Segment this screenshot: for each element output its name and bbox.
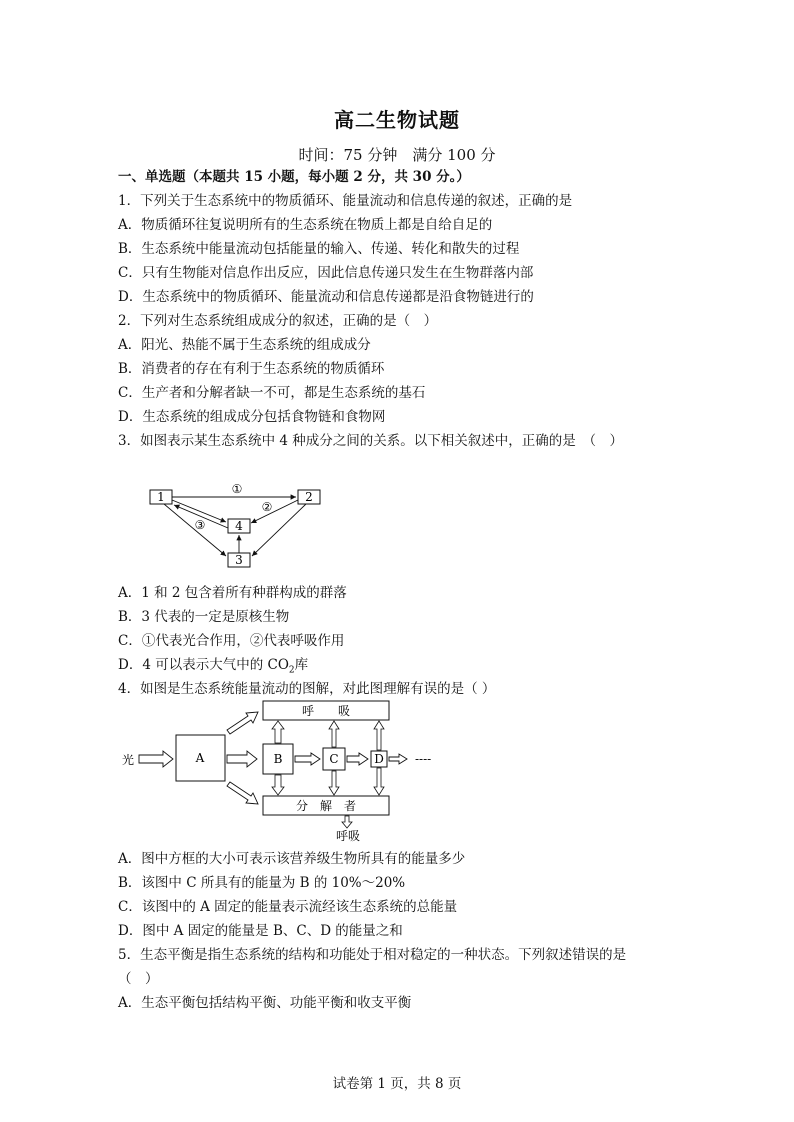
box-c — [323, 748, 345, 770]
light-label: 光 — [122, 753, 135, 767]
svg-text:呼 吸: 呼 吸 — [301, 704, 351, 718]
q1-option-d: D．生态系统中的物质循环、能量流动和信息传递都是沿食物链进行的 — [118, 289, 534, 305]
svg-text:3: 3 — [235, 553, 243, 567]
q1-option-a: A．物质循环往复说明所有的生态系统在物质上都是自给自足的 — [118, 217, 493, 233]
arrow-d-to-next — [389, 754, 407, 764]
box-a — [176, 735, 225, 781]
q2-option-c: C．生产者和分解者缺一不可，都是生态系统的基石 — [118, 385, 426, 401]
arrow-c-to-decomposer — [329, 771, 339, 795]
q4-stem: 4．如图是生态系统能量流动的图解，对此图理解有误的是（ ） — [118, 681, 496, 697]
exam-info: 时间：75 分钟 满分 100 分 — [298, 146, 496, 164]
continuation-dashes: ---- — [415, 752, 432, 766]
box-1 — [150, 490, 172, 504]
q5-option-a: A．生态平衡包括结构平衡、功能平衡和收支平衡 — [118, 995, 412, 1011]
ecosystem-components-diagram — [140, 478, 340, 573]
q4-option-d: D．图中 A 固定的能量是 B、C、D 的能量之和 — [118, 923, 403, 939]
box-2 — [298, 490, 320, 504]
arrow-b-to-c — [295, 753, 320, 765]
q3-option-d — [118, 656, 308, 680]
q3-option-a: A．1 和 2 包含着所有种群构成的群落 — [118, 585, 347, 601]
light-arrow — [139, 751, 173, 767]
q2-option-b: B．消费者的存在有利于生态系统的物质循环 — [118, 361, 385, 377]
page-title: 高二生物试题 — [334, 108, 460, 132]
arrow-c-to-d — [347, 753, 368, 765]
q3-option-c: C．①代表光合作用，②代表呼吸作用 — [118, 633, 345, 649]
svg-text:B: B — [273, 752, 283, 766]
svg-text:A: A — [195, 751, 205, 765]
arrow-b-to-decomposer — [272, 775, 284, 795]
q2-option-d: D．生态系统的组成成分包括食物链和食物网 — [118, 409, 386, 425]
respiration-label: 呼吸 — [335, 829, 361, 843]
svg-text:1: 1 — [157, 490, 165, 504]
q5-answer-paren: （ ） — [118, 971, 159, 987]
q1-stem: 1．下列关于生态系统中的物质循环、能量流动和信息传递的叙述，正确的是 — [118, 193, 573, 209]
box-b — [263, 744, 293, 774]
arrow-decomposer-respiration — [342, 816, 352, 828]
arrow-c-to-respiration — [329, 721, 339, 747]
arrow-2-to-3 — [252, 504, 306, 556]
q4-option-a: A．图中方框的大小可表示该营养级生物所具有的能量多少 — [118, 851, 466, 867]
respiration-box — [263, 701, 389, 720]
box-3 — [228, 553, 250, 567]
q4-option-c: C．该图中的 A 固定的能量表示流经该生态系统的总能量 — [118, 899, 458, 915]
label-circled-2: ② — [261, 500, 273, 514]
section-heading: 一、单选题（本题共 15 小题，每小题 2 分，共 30 分。） — [118, 169, 470, 185]
q3-option-d-suffix: 库 — [294, 657, 309, 673]
arrow-a-to-respiration — [227, 712, 258, 734]
energy-flow-diagram — [115, 698, 455, 843]
box-d — [371, 751, 387, 767]
label-circled-3: ③ — [194, 518, 206, 532]
q2-option-a: A．阳光、热能不属于生态系统的组成成分 — [118, 337, 371, 353]
arrow-2-to-4 — [251, 500, 298, 523]
q3-option-d-text: D．4 可以表示大气中的 CO — [118, 657, 289, 673]
arrow-d-to-respiration — [374, 721, 384, 750]
decomposer-box — [263, 796, 389, 815]
label-circled-1: ① — [231, 482, 243, 496]
q5-stem: 5．生态平衡是指生态系统的结构和功能处于相对稳定的一种状态。下列叙述错误的是 — [118, 947, 627, 963]
page-footer: 试卷第 1 页，共 8 页 — [332, 1076, 462, 1092]
q1-option-b: B．生态系统中能量流动包括能量的输入、传递、转化和散失的过程 — [118, 241, 520, 257]
q3-stem: 3．如图表示某生态系统中 4 种成分之间的关系。以下相关叙述中，正确的是 （ ） — [118, 433, 624, 449]
svg-text:分 解 者: 分 解 者 — [295, 799, 357, 813]
arrow-a-to-decomposer — [227, 782, 258, 804]
q2-stem: 2．下列对生态系统组成成分的叙述，正确的是（ ） — [118, 313, 438, 329]
arrow-b-to-respiration — [272, 721, 284, 743]
svg-text:4: 4 — [235, 519, 243, 533]
arrow-a-to-b — [227, 751, 257, 767]
svg-text:D: D — [374, 752, 384, 766]
svg-text:C: C — [329, 752, 339, 766]
arrow-d-to-decomposer — [374, 768, 384, 795]
q3-option-b: B．3 代表的一定是原核生物 — [118, 609, 290, 625]
q1-option-c: C．只有生物能对信息作出反应，因此信息传递只发生在生物群落内部 — [118, 265, 534, 281]
q4-option-b: B．该图中 C 所具有的能量为 B 的 10%～20% — [118, 875, 406, 891]
box-4 — [228, 519, 250, 533]
q3-option-d-subscript: 2 — [288, 665, 295, 676]
svg-text:2: 2 — [305, 490, 313, 504]
